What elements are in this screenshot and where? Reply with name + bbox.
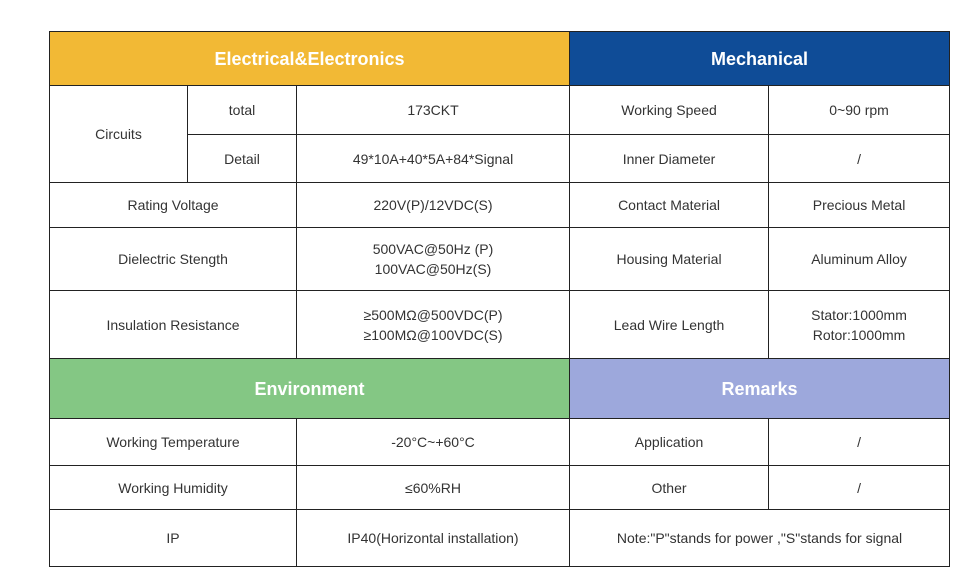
circuits-label: Circuits <box>50 86 188 183</box>
dielectric-value-signal: 100VAC@50Hz(S) <box>374 261 492 277</box>
other-value: / <box>769 466 950 510</box>
table-row <box>50 86 950 135</box>
ip-label: IP <box>50 510 297 567</box>
table-row <box>50 359 950 419</box>
environment-header: Environment <box>50 359 570 419</box>
rating-voltage-label: Rating Voltage <box>50 183 297 228</box>
table-row <box>50 510 950 567</box>
detail-label: Detail <box>188 135 297 183</box>
electrical-header: Electrical&Electronics <box>50 32 570 86</box>
insulation-value-signal: ≥100MΩ@100VDC(S) <box>363 326 503 343</box>
housing-material-value: Aluminum Alloy <box>769 228 950 291</box>
insulation-label: Insulation Resistance <box>50 291 297 359</box>
working-temp-label: Working Temperature <box>50 419 297 466</box>
ip-value: IP40(Horizontal installation) <box>297 510 570 567</box>
working-speed-label: Working Speed <box>570 86 769 135</box>
mechanical-header: Mechanical <box>570 32 950 86</box>
table-row <box>50 291 950 359</box>
table-row <box>50 419 950 466</box>
dielectric-label: Dielectric Stength <box>50 228 297 291</box>
working-speed-value: 0~90 rpm <box>769 86 950 135</box>
table-row <box>50 32 950 86</box>
housing-material-label: Housing Material <box>570 228 769 291</box>
table-row <box>50 183 950 228</box>
insulation-value <box>297 291 570 359</box>
remarks-note: Note:"P"stands for power ,"S"stands for signal <box>570 510 950 567</box>
rating-voltage-value: 220V(P)/12VDC(S) <box>297 183 570 228</box>
dielectric-value <box>297 228 570 291</box>
detail-value: 49*10A+40*5A+84*Signal <box>297 135 570 183</box>
application-label: Application <box>570 419 769 466</box>
working-temp-value: -20°C~+60°C <box>297 419 570 466</box>
total-value: 173CKT <box>297 86 570 135</box>
total-label: total <box>188 86 297 135</box>
dielectric-value-power: 500VAC@50Hz (P) <box>372 241 494 257</box>
application-value: / <box>769 419 950 466</box>
lead-wire-value <box>769 291 950 359</box>
working-humidity-label: Working Humidity <box>50 466 297 510</box>
other-label: Other <box>570 466 769 510</box>
table-row <box>50 466 950 510</box>
lead-wire-label: Lead Wire Length <box>570 291 769 359</box>
lead-wire-stator: Stator:1000mm <box>811 306 907 323</box>
lead-wire-rotor: Rotor:1000mm <box>812 326 906 343</box>
remarks-header: Remarks <box>570 359 950 419</box>
inner-diameter-value: / <box>769 135 950 183</box>
contact-material-label: Contact Material <box>570 183 769 228</box>
inner-diameter-label: Inner Diameter <box>570 135 769 183</box>
table-row <box>50 228 950 291</box>
contact-material-value: Precious Metal <box>769 183 950 228</box>
insulation-value-power: ≥500MΩ@500VDC(P) <box>363 306 503 323</box>
spec-table <box>49 31 950 567</box>
working-humidity-value: ≤60%RH <box>297 466 570 510</box>
